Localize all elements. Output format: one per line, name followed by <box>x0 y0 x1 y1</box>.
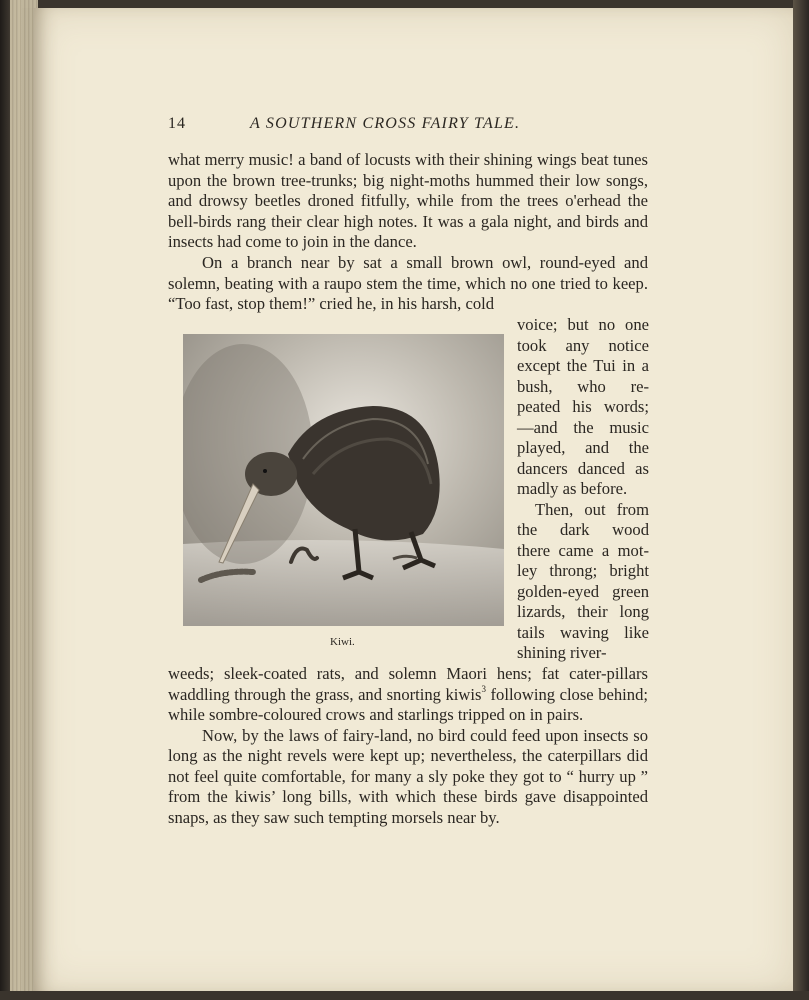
scan-border-bottom <box>0 991 809 1000</box>
paragraph-3-continued <box>168 664 648 726</box>
kiwi-image <box>183 334 504 626</box>
paragraph-3-wrap: Then, out from the dark wood there came a mot-ley throng; bright golden-eyed green lizards, their long tails waving like shining river- <box>517 499 649 662</box>
scan-border-top <box>0 0 809 8</box>
wrapped-text-column <box>517 315 649 664</box>
paragraph-2: On a branch near by sat a small brown owl, round-eyed and solemn, beating with a raupo stem the time, which no one tried to keep. “Too fast, stop them!” cried he, in his harsh, cold <box>168 253 648 313</box>
lower-text-block <box>168 664 648 828</box>
paragraph-2-wrap: voice; but no one took any notice except the Tui in a bush, who re-peated his words; —and the music played, and the dancers danced as madly as before. <box>517 315 649 498</box>
footnote-mark: 3 <box>481 683 486 694</box>
running-title: A SOUTHERN CROSS FAIRY TALE. <box>250 115 521 132</box>
paragraph-3-part-a: weeds; sleek-coated rats, and solemn Maori hens; fat cater-pillars waddling through the grass, and snorting kiwis <box>168 664 648 704</box>
running-head <box>168 115 638 137</box>
page-number: 14 <box>168 115 186 132</box>
paragraph-4: Now, by the laws of fairy-land, no bird could feed upon insects so long as the night revels were kept up; nevertheless, the caterpillars did not feel quite comfortable, for many a sly poke they got to “ hurry up ” from the kiwis’ long bills, with which these birds gave disappointed snaps, as they saw such tempting morsels near by. <box>168 725 648 827</box>
scan-border-right <box>793 0 809 1000</box>
paragraph-3-part-b: following close behind; while sombre-coloured crows and starlings tripped on in pairs. <box>168 684 648 724</box>
kiwi-eye <box>263 469 267 473</box>
figure-caption: Kiwi. <box>330 636 355 648</box>
kiwi-illustration <box>183 334 504 626</box>
paragraph-1: what merry music! a band of locusts with their shining wings beat tunes upon the brown tree-trunks; big night-moths hummed their low songs, and drowsy beetles droned fitfully, while from the trees o'erhead the bell-birds rang their clear high notes. It was a gala night, and birds and insects had come to join in the dance. <box>168 150 648 251</box>
